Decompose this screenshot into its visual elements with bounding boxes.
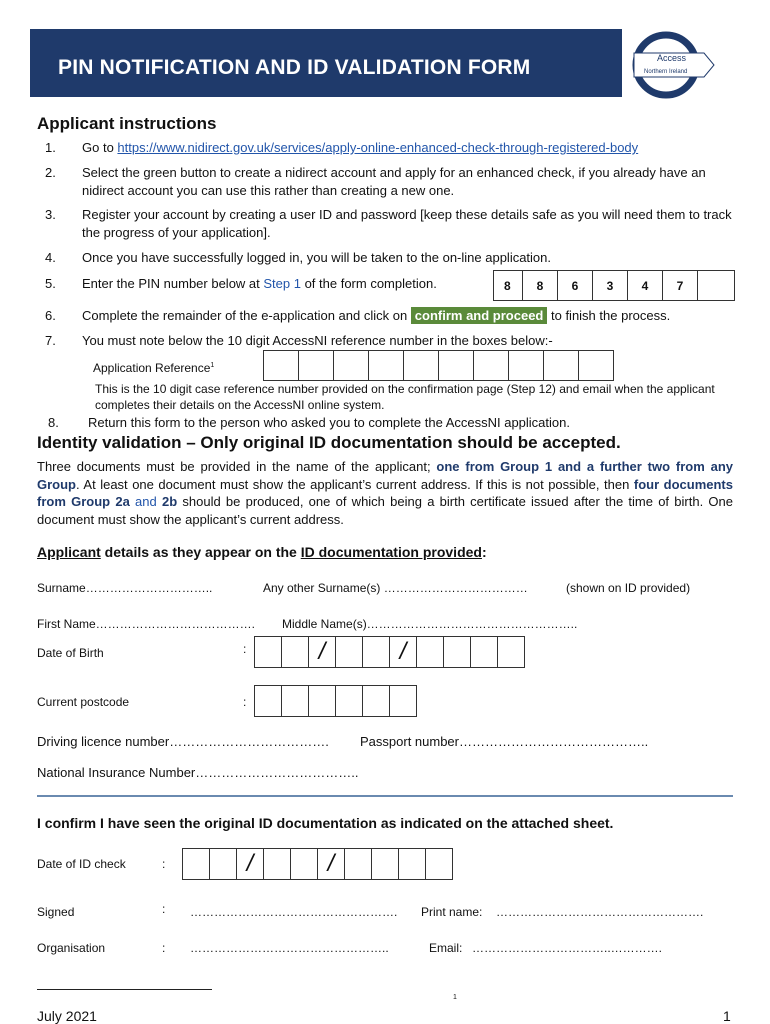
check-date-separator: / (317, 848, 345, 880)
organisation-field[interactable]: ………………………………………….. (190, 941, 389, 955)
surname-field[interactable]: Surname………………………….. (37, 581, 213, 595)
dob-digit[interactable] (470, 636, 498, 668)
postcode-label: Current postcode (37, 695, 130, 709)
footnote-mark: 1 (453, 994, 457, 1001)
pin-digit: 3 (592, 270, 628, 301)
identity-heading: Identity validation – Only original ID documentation should be accepted. (37, 433, 621, 452)
pin-digit: 6 (557, 270, 593, 301)
check-date-digit[interactable] (209, 848, 237, 880)
check-date-digit[interactable] (425, 848, 453, 880)
footer-date: July 2021 (37, 1008, 97, 1024)
app-ref-digit[interactable] (578, 350, 614, 381)
print-name-field[interactable]: ……………………………………………. (496, 905, 704, 919)
dob-boxes[interactable] (255, 636, 525, 668)
date-of-check-boxes[interactable] (183, 848, 453, 880)
identity-paragraph: Three documents must be provided in the name of the applicant; one from Group 1 and a further two from any Group. At least one document must show the applicant’s current address. If this is not possible, then four documents from Group 2a and 2b should be produced, one of which being a birth certificate issued after the time of birth. One document must show the applicant’s current address. (37, 459, 733, 527)
check-date-digit[interactable] (182, 848, 210, 880)
dob-digit[interactable] (362, 636, 390, 668)
app-ref-digit[interactable] (298, 350, 334, 381)
check-date-digit[interactable] (263, 848, 291, 880)
postcode-char[interactable] (281, 685, 309, 717)
app-ref-label: Application Reference$^1$ (93, 361, 215, 375)
app-ref-digit[interactable] (508, 350, 544, 381)
app-ref-digit[interactable] (438, 350, 474, 381)
dob-digit[interactable] (416, 636, 444, 668)
app-ref-note: This is the 10 digit case reference number provided on the confirmation page (Step 12) and email when the applicant completes their details on the AccessNI online system. (95, 382, 715, 412)
postcode-char[interactable] (335, 685, 363, 717)
app-ref-digit[interactable] (543, 350, 579, 381)
section-divider (37, 795, 733, 797)
postcode-colon: : (243, 695, 247, 709)
app-ref-digit[interactable] (333, 350, 369, 381)
dob-separator: / (389, 636, 417, 668)
other-surname-field[interactable]: Any other Surname(s) ……………………………… (263, 581, 528, 595)
logo-text-access: Access (657, 53, 687, 63)
confirm-and-proceed-label: confirm and proceed (411, 307, 548, 324)
confirm-heading: I confirm I have seen the original ID documentation as indicated on the attached sheet. (37, 815, 614, 831)
dob-digit[interactable] (281, 636, 309, 668)
date-of-check-label: Date of ID check (37, 857, 126, 871)
organisation-label: Organisation (37, 941, 106, 955)
dob-separator: / (308, 636, 336, 668)
dob-digit[interactable] (335, 636, 363, 668)
email-label: Email: (429, 941, 463, 955)
postcode-char[interactable] (254, 685, 282, 717)
check-date-digit[interactable] (371, 848, 399, 880)
dob-digit[interactable] (254, 636, 282, 668)
page-title: PIN NOTIFICATION AND ID VALIDATION FORM (58, 56, 531, 79)
email-field[interactable]: ……………………………..…………. (472, 941, 663, 955)
signed-label: Signed (37, 905, 75, 919)
accessni-logo (626, 29, 750, 99)
print-name-label: Print name: (421, 905, 483, 919)
ni-number-field[interactable]: National Insurance Number……………………………….. (37, 765, 359, 780)
postcode-boxes[interactable] (255, 685, 417, 717)
app-ref-digit[interactable] (263, 350, 299, 381)
applicant-details-heading: Applicant details as they appear on the ID documentation provided: (37, 544, 487, 560)
postcode-char[interactable] (389, 685, 417, 717)
dob-colon: : (243, 642, 247, 656)
app-ref-digit[interactable] (368, 350, 404, 381)
middle-name-field[interactable]: Middle Name(s)…………………………………………….. (282, 617, 578, 631)
app-ref-digit[interactable] (473, 350, 509, 381)
pin-digit: 7 (662, 270, 698, 301)
postcode-char[interactable] (308, 685, 336, 717)
dob-digit[interactable] (443, 636, 471, 668)
check-date-digit[interactable] (290, 848, 318, 880)
page-number: 1 (723, 1008, 731, 1024)
nidirect-link[interactable]: https://www.nidirect.gov.uk/services/apply-online-enhanced-check-through-registered-body (117, 140, 639, 155)
organisation-colon: : (162, 941, 166, 955)
signed-colon: : (162, 902, 166, 916)
pin-digit: 8 (522, 270, 558, 301)
pin-digit: 4 (627, 270, 663, 301)
check-date-digit[interactable] (344, 848, 372, 880)
pin-digit: 8 (493, 270, 523, 301)
pin-digit (697, 270, 735, 301)
signature-field[interactable]: ……………………………………………. (190, 905, 398, 919)
postcode-char[interactable] (362, 685, 390, 717)
logo-text-ni: Northern Ireland (644, 69, 688, 75)
pin-boxes (494, 270, 735, 301)
check-date-digit[interactable] (398, 848, 426, 880)
check-date-separator: / (236, 848, 264, 880)
app-ref-boxes[interactable] (264, 350, 614, 381)
driving-licence-field[interactable]: Driving licence number………………………………. (37, 734, 329, 749)
footnote-rule (37, 989, 212, 990)
dob-digit[interactable] (497, 636, 525, 668)
first-name-field[interactable]: First Name…………………………………. (37, 617, 256, 631)
instructions-heading: Applicant instructions (37, 114, 217, 133)
passport-field[interactable]: Passport number…………………………………….. (360, 734, 649, 749)
date-of-check-colon: : (162, 857, 166, 871)
shown-on-id-note: (shown on ID provided) (566, 581, 691, 595)
dob-label: Date of Birth (37, 646, 104, 660)
app-ref-digit[interactable] (403, 350, 439, 381)
